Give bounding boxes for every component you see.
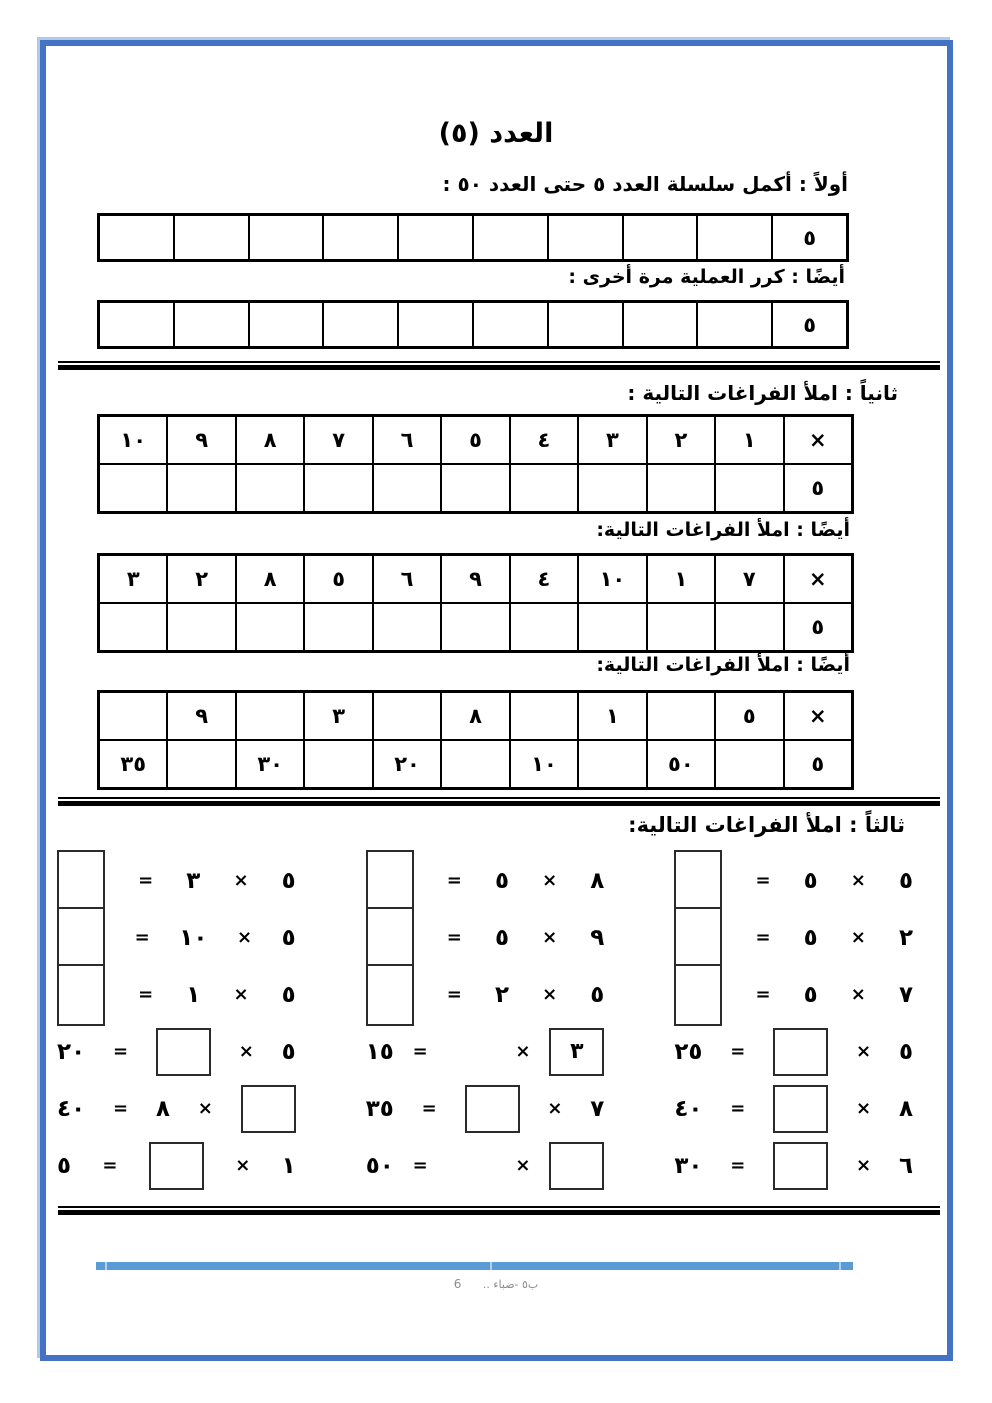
equation xyxy=(366,1023,605,1080)
empty-answer-cell[interactable] xyxy=(715,603,783,651)
equation xyxy=(674,1080,913,1137)
page-title: العدد (٥) xyxy=(438,118,554,149)
section-third-heading: ثالثاً : املأ الفراغات التالية: xyxy=(628,813,905,837)
operand-number: ٥ xyxy=(281,981,296,1008)
footer xyxy=(0,1277,992,1291)
multiplier-cell: ٥ xyxy=(715,692,783,740)
times-sign: × xyxy=(547,1098,563,1119)
repeat-instruction: أيضًا : كرر العملية مرة أخرى : xyxy=(568,266,845,288)
equals-sign: = xyxy=(755,984,771,1005)
equals-sign: = xyxy=(112,1041,129,1062)
equations-grid xyxy=(57,852,913,1194)
multiplier-cell: ٧ xyxy=(715,555,783,603)
multiplier-cell: ٧ xyxy=(304,416,372,464)
answer-box[interactable] xyxy=(773,1085,828,1133)
section-first-heading: أولاً : أكمل سلسلة العدد ٥ حتى العدد ٥٠ : xyxy=(442,172,848,196)
times-sign: × xyxy=(542,927,558,948)
equation xyxy=(57,1023,296,1080)
answer-box[interactable] xyxy=(773,1142,828,1190)
operand-number: ٥ xyxy=(803,981,818,1008)
times-header-cell: × xyxy=(784,416,852,464)
times-header-cell: × xyxy=(784,555,852,603)
section-divider xyxy=(58,797,940,806)
value-cell: ٥ xyxy=(784,740,852,788)
multiplier-cell: ٣ xyxy=(304,692,372,740)
operand-number: ٥ xyxy=(281,924,296,951)
operand-number: ١٠ xyxy=(179,924,208,951)
operand-number: ٩ xyxy=(590,924,605,951)
equation xyxy=(366,909,605,966)
multiplier-cell: ١٠ xyxy=(99,416,167,464)
footer-accent-bar xyxy=(96,1262,853,1270)
equation xyxy=(57,909,296,966)
empty-answer-cell[interactable] xyxy=(323,215,398,260)
times-sign: × xyxy=(515,1155,531,1176)
empty-answer-cell[interactable] xyxy=(578,464,646,512)
empty-header-cell[interactable] xyxy=(99,692,167,740)
times-sign: × xyxy=(856,1098,872,1119)
answer-box[interactable] xyxy=(773,1028,828,1076)
times-sign: × xyxy=(235,1155,251,1176)
equation xyxy=(674,909,913,966)
operand-number: ١ xyxy=(281,1152,296,1179)
multiplication-table-3 xyxy=(97,690,854,790)
multiplier-cell: ٩ xyxy=(167,416,235,464)
times-sign: × xyxy=(238,1041,254,1062)
empty-answer-cell[interactable] xyxy=(236,464,304,512)
answer-box[interactable] xyxy=(149,1142,204,1190)
empty-answer-cell[interactable] xyxy=(548,302,623,347)
section-divider xyxy=(58,361,940,370)
equals-sign: = xyxy=(138,870,154,891)
empty-answer-cell[interactable] xyxy=(715,740,783,788)
equals-sign: = xyxy=(412,1155,428,1176)
also-heading-1: أيضًا : املأ الفراغات التالية: xyxy=(596,519,850,541)
equation xyxy=(674,852,913,909)
value-cell: ٥٠ xyxy=(647,740,715,788)
equals-sign: = xyxy=(112,1098,129,1119)
empty-answer-cell[interactable] xyxy=(578,740,646,788)
blank-space[interactable] xyxy=(447,1047,497,1057)
equals-sign: = xyxy=(102,1155,118,1176)
empty-answer-cell[interactable] xyxy=(623,302,698,347)
answer-box[interactable] xyxy=(156,1028,211,1076)
operand-number: ٨ xyxy=(898,1095,913,1122)
operand-number: ٢ xyxy=(898,924,913,951)
operand-number: ٥ xyxy=(803,867,818,894)
equals-sign: = xyxy=(446,870,462,891)
times-sign: × xyxy=(515,1041,531,1062)
multiplication-table-1 xyxy=(97,414,854,514)
equation xyxy=(674,1023,913,1080)
value-cell: ٥ xyxy=(784,603,852,651)
multiplier-cell: ٢ xyxy=(167,555,235,603)
result-number: ٥٠ xyxy=(365,1152,394,1179)
answer-box[interactable] xyxy=(366,964,414,1026)
answer-box[interactable] xyxy=(241,1085,296,1133)
operand-number: ٥ xyxy=(494,924,510,951)
empty-answer-cell[interactable] xyxy=(99,464,167,512)
empty-answer-cell[interactable] xyxy=(304,740,372,788)
times-sign: × xyxy=(197,1098,213,1119)
operand-number: ١ xyxy=(186,981,201,1008)
multiplication-table-2 xyxy=(97,553,854,653)
empty-answer-cell[interactable] xyxy=(99,302,174,347)
empty-answer-cell[interactable] xyxy=(398,302,473,347)
times-sign: × xyxy=(233,870,249,891)
result-number: ٣٥ xyxy=(365,1095,394,1122)
times-sign: × xyxy=(233,984,249,1005)
blank-space[interactable] xyxy=(447,1161,497,1171)
answer-box[interactable] xyxy=(674,964,722,1026)
equation xyxy=(366,852,605,909)
empty-answer-cell[interactable] xyxy=(623,215,698,260)
equals-sign: = xyxy=(412,1041,428,1062)
multiplier-cell: ٩ xyxy=(167,692,235,740)
empty-answer-cell[interactable] xyxy=(578,603,646,651)
page-number: 6 xyxy=(453,1277,462,1291)
equals-sign: = xyxy=(730,1155,746,1176)
equals-sign: = xyxy=(138,984,154,1005)
multiplier-cell: ٣ xyxy=(99,555,167,603)
operand-number: ٥ xyxy=(898,867,913,894)
empty-answer-cell[interactable] xyxy=(236,603,304,651)
empty-answer-cell[interactable] xyxy=(249,215,324,260)
operand-number: ٥ xyxy=(590,981,605,1008)
empty-answer-cell[interactable] xyxy=(373,603,441,651)
multiplier-cell: ٥ xyxy=(304,555,372,603)
empty-answer-cell[interactable] xyxy=(715,464,783,512)
empty-answer-cell[interactable] xyxy=(167,603,235,651)
empty-answer-cell[interactable] xyxy=(373,464,441,512)
result-number: ٢٠ xyxy=(57,1038,86,1065)
empty-answer-cell[interactable] xyxy=(473,215,548,260)
prefilled-answer-box: ٣ xyxy=(549,1028,604,1076)
operand-number: ٧ xyxy=(590,1095,605,1122)
value-cell: ٥ xyxy=(784,464,852,512)
multiplier-cell: ١ xyxy=(578,692,646,740)
value-cell: ٣٠ xyxy=(236,740,304,788)
multiplier-cell: ٩ xyxy=(441,555,509,603)
answer-box[interactable] xyxy=(57,964,105,1026)
series-table-2 xyxy=(97,300,849,349)
answer-box[interactable] xyxy=(57,907,105,969)
empty-answer-cell[interactable] xyxy=(697,215,772,260)
answer-box[interactable] xyxy=(549,1142,604,1190)
empty-answer-cell[interactable] xyxy=(323,302,398,347)
equals-sign: = xyxy=(730,1041,746,1062)
empty-answer-cell[interactable] xyxy=(99,215,174,260)
multiplier-cell: ٢ xyxy=(647,416,715,464)
empty-header-cell[interactable] xyxy=(647,692,715,740)
operand-number: ٥ xyxy=(898,1038,913,1065)
equals-sign: = xyxy=(446,984,462,1005)
times-sign: × xyxy=(236,927,253,948)
equation xyxy=(57,1080,296,1137)
equals-sign: = xyxy=(421,1098,437,1119)
equals-sign: = xyxy=(755,927,771,948)
empty-answer-cell[interactable] xyxy=(174,302,249,347)
answer-box[interactable] xyxy=(366,907,414,969)
footer-label: ب٥ -ضباء .. xyxy=(482,1278,539,1291)
empty-answer-cell[interactable] xyxy=(548,215,623,260)
value-cell: ٢٠ xyxy=(373,740,441,788)
equation xyxy=(366,966,605,1023)
multiplier-cell: ٣ xyxy=(578,416,646,464)
empty-answer-cell[interactable] xyxy=(510,603,578,651)
series-table-1 xyxy=(97,213,849,262)
section-divider xyxy=(58,1206,940,1215)
operand-number: ٥ xyxy=(281,867,296,894)
times-sign: × xyxy=(856,1155,872,1176)
operand-number: ٣ xyxy=(186,867,201,894)
empty-answer-cell[interactable] xyxy=(441,603,509,651)
empty-header-cell[interactable] xyxy=(373,692,441,740)
empty-answer-cell[interactable] xyxy=(167,464,235,512)
answer-box[interactable] xyxy=(366,850,414,912)
times-sign: × xyxy=(850,927,866,948)
empty-answer-cell[interactable] xyxy=(647,464,715,512)
times-sign: × xyxy=(850,870,866,891)
value-cell: ١٠ xyxy=(510,740,578,788)
answer-box[interactable] xyxy=(674,907,722,969)
empty-answer-cell[interactable] xyxy=(473,302,548,347)
times-sign: × xyxy=(542,984,558,1005)
empty-header-cell[interactable] xyxy=(236,692,304,740)
empty-answer-cell[interactable] xyxy=(174,215,249,260)
result-number: ٢٥ xyxy=(674,1038,703,1065)
answer-box[interactable] xyxy=(674,850,722,912)
value-cell: ٥ xyxy=(772,302,847,347)
equation xyxy=(366,1137,605,1194)
empty-answer-cell[interactable] xyxy=(647,603,715,651)
multiplier-cell: ٨ xyxy=(236,416,304,464)
multiplier-cell: ٤ xyxy=(510,416,578,464)
multiplier-cell: ٦ xyxy=(373,555,441,603)
operand-number: ٢ xyxy=(494,981,510,1008)
answer-box[interactable] xyxy=(465,1085,520,1133)
multiplier-cell: ٦ xyxy=(373,416,441,464)
empty-answer-cell[interactable] xyxy=(304,603,372,651)
empty-answer-cell[interactable] xyxy=(441,464,509,512)
result-number: ٤٠ xyxy=(674,1095,703,1122)
multiplier-cell: ٤ xyxy=(510,555,578,603)
equation xyxy=(366,1080,605,1137)
equation xyxy=(57,852,296,909)
operand-number: ٥ xyxy=(494,867,510,894)
empty-answer-cell[interactable] xyxy=(510,464,578,512)
equals-sign: = xyxy=(730,1098,746,1119)
empty-answer-cell[interactable] xyxy=(99,603,167,651)
also-heading-2: أيضًا : املأ الفراغات التالية: xyxy=(596,654,850,676)
multiplier-cell: ١ xyxy=(647,555,715,603)
empty-answer-cell[interactable] xyxy=(304,464,372,512)
empty-answer-cell[interactable] xyxy=(441,740,509,788)
times-sign: × xyxy=(850,984,866,1005)
times-sign: × xyxy=(542,870,558,891)
equals-sign: = xyxy=(446,927,462,948)
equation xyxy=(674,1137,913,1194)
multiplier-cell: ٨ xyxy=(441,692,509,740)
value-cell: ٣٥ xyxy=(99,740,167,788)
equals-sign: = xyxy=(134,927,150,948)
times-sign: × xyxy=(856,1041,872,1062)
operand-number: ٨ xyxy=(590,867,605,894)
equals-sign: = xyxy=(755,870,771,891)
result-number: ٥ xyxy=(57,1152,72,1179)
value-cell: ٥ xyxy=(772,215,847,260)
empty-answer-cell[interactable] xyxy=(249,302,324,347)
operand-number: ٧ xyxy=(898,981,913,1008)
empty-answer-cell[interactable] xyxy=(167,740,235,788)
empty-header-cell[interactable] xyxy=(510,692,578,740)
equation xyxy=(57,1137,296,1194)
multiplier-cell: ١٠ xyxy=(578,555,646,603)
result-number: ٣٠ xyxy=(674,1152,703,1179)
result-number: ١٥ xyxy=(365,1038,394,1065)
answer-box[interactable] xyxy=(57,850,105,912)
equation xyxy=(57,966,296,1023)
operand-number: ٦ xyxy=(898,1152,913,1179)
multiplier-cell: ٥ xyxy=(441,416,509,464)
empty-answer-cell[interactable] xyxy=(398,215,473,260)
equation xyxy=(674,966,913,1023)
operand-number: ٥ xyxy=(803,924,818,951)
section-second-heading: ثانياً : املأ الفراغات التالية : xyxy=(627,381,898,405)
result-number: ٤٠ xyxy=(57,1095,86,1122)
times-header-cell: × xyxy=(784,692,852,740)
operand-number: ٨ xyxy=(155,1095,170,1122)
empty-answer-cell[interactable] xyxy=(697,302,772,347)
multiplier-cell: ١ xyxy=(715,416,783,464)
multiplier-cell: ٨ xyxy=(236,555,304,603)
operand-number: ٥ xyxy=(281,1038,296,1065)
